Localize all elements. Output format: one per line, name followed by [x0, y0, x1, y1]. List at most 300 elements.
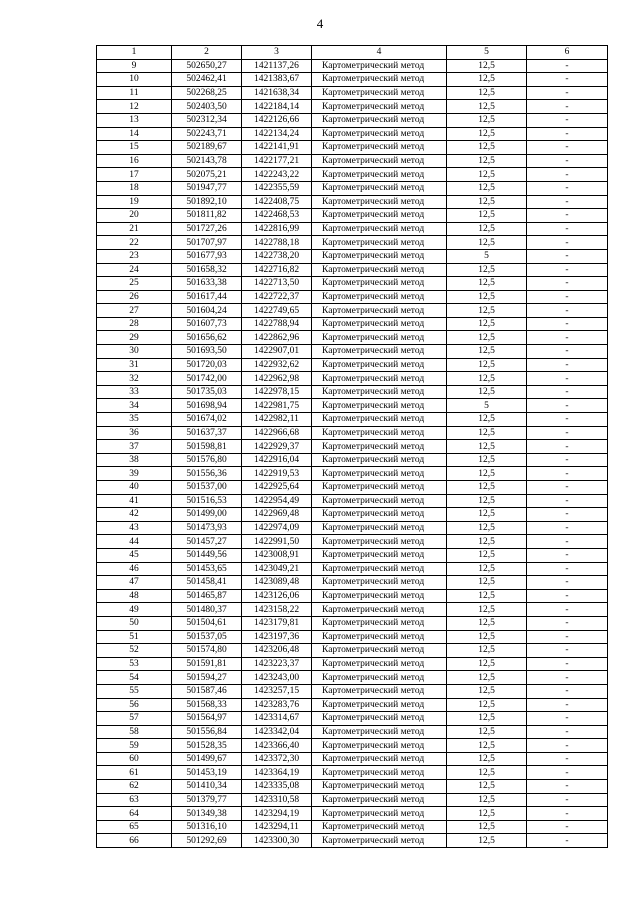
- method-cell: Картометрический метод: [312, 739, 447, 753]
- method-cell: Картометрический метод: [312, 277, 447, 291]
- point-number-cell: 24: [97, 263, 172, 277]
- accuracy-cell: 12,5: [447, 168, 527, 182]
- table-row: [97, 181, 608, 195]
- x-coordinate-cell: 501453,65: [172, 562, 242, 576]
- note-cell: -: [527, 73, 608, 87]
- accuracy-cell: 12,5: [447, 521, 527, 535]
- point-number-cell: 10: [97, 73, 172, 87]
- note-cell: -: [527, 820, 608, 834]
- x-coordinate-cell: 501458,41: [172, 576, 242, 590]
- accuracy-cell: 12,5: [447, 100, 527, 114]
- table-row: [97, 440, 608, 454]
- method-cell: Картометрический метод: [312, 86, 447, 100]
- point-number-cell: 49: [97, 603, 172, 617]
- y-coordinate-cell: 1422738,20: [242, 249, 312, 263]
- y-coordinate-cell: 1423223,37: [242, 657, 312, 671]
- point-number-cell: 57: [97, 712, 172, 726]
- point-number-cell: 60: [97, 752, 172, 766]
- method-cell: Картометрический метод: [312, 317, 447, 331]
- x-coordinate-cell: 501556,84: [172, 725, 242, 739]
- x-coordinate-cell: 501947,77: [172, 181, 242, 195]
- table-row: [97, 684, 608, 698]
- accuracy-cell: 12,5: [447, 73, 527, 87]
- method-cell: Картометрический метод: [312, 113, 447, 127]
- accuracy-cell: 12,5: [447, 127, 527, 141]
- y-coordinate-cell: 1422408,75: [242, 195, 312, 209]
- table-row: [97, 358, 608, 372]
- note-cell: -: [527, 603, 608, 617]
- method-cell: Картометрический метод: [312, 127, 447, 141]
- y-coordinate-cell: 1422932,62: [242, 358, 312, 372]
- y-coordinate-cell: 1422788,94: [242, 317, 312, 331]
- note-cell: -: [527, 317, 608, 331]
- y-coordinate-cell: 1422716,82: [242, 263, 312, 277]
- x-coordinate-cell: 501604,24: [172, 304, 242, 318]
- note-cell: -: [527, 481, 608, 495]
- header-cell: 3: [242, 46, 312, 60]
- y-coordinate-cell: 1422929,37: [242, 440, 312, 454]
- method-cell: Картометрический метод: [312, 181, 447, 195]
- table-row: [97, 331, 608, 345]
- accuracy-cell: 12,5: [447, 263, 527, 277]
- accuracy-cell: 12,5: [447, 413, 527, 427]
- method-cell: Картометрический метод: [312, 589, 447, 603]
- table-row: [97, 304, 608, 318]
- y-coordinate-cell: 1423294,11: [242, 820, 312, 834]
- y-coordinate-cell: 1422468,53: [242, 209, 312, 223]
- note-cell: -: [527, 793, 608, 807]
- table-row: [97, 345, 608, 359]
- accuracy-cell: 12,5: [447, 86, 527, 100]
- table-row: [97, 467, 608, 481]
- y-coordinate-cell: 1423089,48: [242, 576, 312, 590]
- point-number-cell: 47: [97, 576, 172, 590]
- x-coordinate-cell: 501473,93: [172, 521, 242, 535]
- table-row: [97, 426, 608, 440]
- accuracy-cell: 12,5: [447, 59, 527, 73]
- y-coordinate-cell: 1422978,15: [242, 385, 312, 399]
- accuracy-cell: 12,5: [447, 154, 527, 168]
- note-cell: -: [527, 630, 608, 644]
- table-row: [97, 834, 608, 848]
- method-cell: Картометрический метод: [312, 630, 447, 644]
- point-number-cell: 25: [97, 277, 172, 291]
- method-cell: Картометрический метод: [312, 535, 447, 549]
- coordinates-table: [96, 45, 608, 848]
- point-number-cell: 53: [97, 657, 172, 671]
- y-coordinate-cell: 1422749,65: [242, 304, 312, 318]
- point-number-cell: 11: [97, 86, 172, 100]
- note-cell: -: [527, 345, 608, 359]
- y-coordinate-cell: 1422816,99: [242, 222, 312, 236]
- table-row: [97, 725, 608, 739]
- x-coordinate-cell: 501693,50: [172, 345, 242, 359]
- table-row: [97, 780, 608, 794]
- point-number-cell: 58: [97, 725, 172, 739]
- point-number-cell: 28: [97, 317, 172, 331]
- accuracy-cell: 12,5: [447, 752, 527, 766]
- method-cell: Картометрический метод: [312, 195, 447, 209]
- point-number-cell: 26: [97, 290, 172, 304]
- point-number-cell: 34: [97, 399, 172, 413]
- accuracy-cell: 12,5: [447, 671, 527, 685]
- table-row: [97, 317, 608, 331]
- note-cell: -: [527, 59, 608, 73]
- y-coordinate-cell: 1422134,24: [242, 127, 312, 141]
- table-row: [97, 589, 608, 603]
- point-number-cell: 62: [97, 780, 172, 794]
- point-number-cell: 44: [97, 535, 172, 549]
- table-row: [97, 127, 608, 141]
- accuracy-cell: 12,5: [447, 181, 527, 195]
- note-cell: -: [527, 195, 608, 209]
- note-cell: -: [527, 209, 608, 223]
- method-cell: Картометрический метод: [312, 807, 447, 821]
- accuracy-cell: 12,5: [447, 535, 527, 549]
- method-cell: Картометрический метод: [312, 222, 447, 236]
- point-number-cell: 18: [97, 181, 172, 195]
- y-coordinate-cell: 1423206,48: [242, 644, 312, 658]
- y-coordinate-cell: 1422788,18: [242, 236, 312, 250]
- note-cell: -: [527, 277, 608, 291]
- x-coordinate-cell: 501633,38: [172, 277, 242, 291]
- accuracy-cell: 12,5: [447, 725, 527, 739]
- x-coordinate-cell: 501316,10: [172, 820, 242, 834]
- note-cell: -: [527, 263, 608, 277]
- accuracy-cell: 12,5: [447, 589, 527, 603]
- y-coordinate-cell: 1422177,21: [242, 154, 312, 168]
- y-coordinate-cell: 1423126,06: [242, 589, 312, 603]
- note-cell: -: [527, 440, 608, 454]
- accuracy-cell: 12,5: [447, 358, 527, 372]
- note-cell: -: [527, 548, 608, 562]
- x-coordinate-cell: 502462,41: [172, 73, 242, 87]
- y-coordinate-cell: 1423372,30: [242, 752, 312, 766]
- y-coordinate-cell: 1422355,59: [242, 181, 312, 195]
- y-coordinate-cell: 1423283,76: [242, 698, 312, 712]
- x-coordinate-cell: 501637,37: [172, 426, 242, 440]
- accuracy-cell: 12,5: [447, 739, 527, 753]
- point-number-cell: 14: [97, 127, 172, 141]
- table-row: [97, 630, 608, 644]
- note-cell: -: [527, 127, 608, 141]
- table-row: [97, 793, 608, 807]
- accuracy-cell: 12,5: [447, 426, 527, 440]
- point-number-cell: 19: [97, 195, 172, 209]
- method-cell: Картометрический метод: [312, 59, 447, 73]
- y-coordinate-cell: 1423179,81: [242, 616, 312, 630]
- x-coordinate-cell: 501591,81: [172, 657, 242, 671]
- point-number-cell: 12: [97, 100, 172, 114]
- table-row: [97, 616, 608, 630]
- note-cell: -: [527, 331, 608, 345]
- table-row: [97, 698, 608, 712]
- table-row: [97, 385, 608, 399]
- method-cell: Картометрический метод: [312, 372, 447, 386]
- y-coordinate-cell: 1423342,04: [242, 725, 312, 739]
- note-cell: -: [527, 834, 608, 848]
- point-number-cell: 41: [97, 494, 172, 508]
- note-cell: -: [527, 616, 608, 630]
- point-number-cell: 52: [97, 644, 172, 658]
- point-number-cell: 66: [97, 834, 172, 848]
- y-coordinate-cell: 1422954,49: [242, 494, 312, 508]
- accuracy-cell: 12,5: [447, 195, 527, 209]
- method-cell: Картометрический метод: [312, 236, 447, 250]
- x-coordinate-cell: 501379,77: [172, 793, 242, 807]
- table-row: [97, 113, 608, 127]
- y-coordinate-cell: 1423366,40: [242, 739, 312, 753]
- point-number-cell: 54: [97, 671, 172, 685]
- method-cell: Картометрический метод: [312, 154, 447, 168]
- y-coordinate-cell: 1422981,75: [242, 399, 312, 413]
- note-cell: -: [527, 671, 608, 685]
- header-cell: 5: [447, 46, 527, 60]
- x-coordinate-cell: 502403,50: [172, 100, 242, 114]
- table-row: [97, 521, 608, 535]
- point-number-cell: 39: [97, 467, 172, 481]
- note-cell: -: [527, 766, 608, 780]
- method-cell: Картометрический метод: [312, 576, 447, 590]
- table-row: [97, 820, 608, 834]
- method-cell: Картометрический метод: [312, 766, 447, 780]
- method-cell: Картометрический метод: [312, 725, 447, 739]
- y-coordinate-cell: 1422916,04: [242, 453, 312, 467]
- method-cell: Картометрический метод: [312, 209, 447, 223]
- table-row: [97, 399, 608, 413]
- header-row: [97, 46, 608, 60]
- method-cell: Картометрический метод: [312, 494, 447, 508]
- method-cell: Картометрический метод: [312, 440, 447, 454]
- point-number-cell: 13: [97, 113, 172, 127]
- table-row: [97, 86, 608, 100]
- y-coordinate-cell: 1422974,09: [242, 521, 312, 535]
- accuracy-cell: 12,5: [447, 684, 527, 698]
- note-cell: -: [527, 521, 608, 535]
- x-coordinate-cell: 501742,00: [172, 372, 242, 386]
- table-row: [97, 739, 608, 753]
- method-cell: Картометрический метод: [312, 508, 447, 522]
- method-cell: Картометрический метод: [312, 168, 447, 182]
- accuracy-cell: 12,5: [447, 277, 527, 291]
- method-cell: Картометрический метод: [312, 385, 447, 399]
- method-cell: Картометрический метод: [312, 671, 447, 685]
- note-cell: -: [527, 725, 608, 739]
- note-cell: -: [527, 249, 608, 263]
- method-cell: Картометрический метод: [312, 73, 447, 87]
- y-coordinate-cell: 1422907,01: [242, 345, 312, 359]
- y-coordinate-cell: 1422919,53: [242, 467, 312, 481]
- table-row: [97, 671, 608, 685]
- note-cell: -: [527, 453, 608, 467]
- y-coordinate-cell: 1423335,08: [242, 780, 312, 794]
- point-number-cell: 38: [97, 453, 172, 467]
- y-coordinate-cell: 1423314,67: [242, 712, 312, 726]
- y-coordinate-cell: 1421638,34: [242, 86, 312, 100]
- accuracy-cell: 12,5: [447, 820, 527, 834]
- table-row: [97, 100, 608, 114]
- table-row: [97, 644, 608, 658]
- accuracy-cell: 12,5: [447, 616, 527, 630]
- table-row: [97, 413, 608, 427]
- x-coordinate-cell: 501465,87: [172, 589, 242, 603]
- method-cell: Картометрический метод: [312, 712, 447, 726]
- accuracy-cell: 12,5: [447, 317, 527, 331]
- method-cell: Картометрический метод: [312, 331, 447, 345]
- x-coordinate-cell: 501735,03: [172, 385, 242, 399]
- accuracy-cell: 12,5: [447, 562, 527, 576]
- method-cell: Картометрический метод: [312, 249, 447, 263]
- header-cell: 6: [527, 46, 608, 60]
- method-cell: Картометрический метод: [312, 481, 447, 495]
- point-number-cell: 16: [97, 154, 172, 168]
- point-number-cell: 42: [97, 508, 172, 522]
- method-cell: Картометрический метод: [312, 820, 447, 834]
- note-cell: -: [527, 467, 608, 481]
- y-coordinate-cell: 1421383,67: [242, 73, 312, 87]
- note-cell: -: [527, 222, 608, 236]
- method-cell: Картометрический метод: [312, 793, 447, 807]
- x-coordinate-cell: 501811,82: [172, 209, 242, 223]
- y-coordinate-cell: 1423364,19: [242, 766, 312, 780]
- x-coordinate-cell: 501453,19: [172, 766, 242, 780]
- x-coordinate-cell: 501449,56: [172, 548, 242, 562]
- accuracy-cell: 12,5: [447, 209, 527, 223]
- y-coordinate-cell: 1422243,22: [242, 168, 312, 182]
- header-cell: 2: [172, 46, 242, 60]
- point-number-cell: 23: [97, 249, 172, 263]
- accuracy-cell: 5: [447, 399, 527, 413]
- point-number-cell: 48: [97, 589, 172, 603]
- point-number-cell: 37: [97, 440, 172, 454]
- y-coordinate-cell: 1422141,91: [242, 141, 312, 155]
- method-cell: Картометрический метод: [312, 358, 447, 372]
- method-cell: Картометрический метод: [312, 603, 447, 617]
- note-cell: -: [527, 684, 608, 698]
- accuracy-cell: 12,5: [447, 644, 527, 658]
- method-cell: Картометрический метод: [312, 304, 447, 318]
- note-cell: -: [527, 154, 608, 168]
- x-coordinate-cell: 501892,10: [172, 195, 242, 209]
- x-coordinate-cell: 501727,26: [172, 222, 242, 236]
- method-cell: Картометрический метод: [312, 290, 447, 304]
- table-row: [97, 277, 608, 291]
- x-coordinate-cell: 501594,27: [172, 671, 242, 685]
- point-number-cell: 56: [97, 698, 172, 712]
- page-number: 4: [316, 16, 324, 31]
- y-coordinate-cell: 1422966,68: [242, 426, 312, 440]
- point-number-cell: 61: [97, 766, 172, 780]
- point-number-cell: 45: [97, 548, 172, 562]
- accuracy-cell: 12,5: [447, 385, 527, 399]
- table-row: [97, 290, 608, 304]
- table-row: [97, 508, 608, 522]
- method-cell: Картометрический метод: [312, 562, 447, 576]
- y-coordinate-cell: 1423197,36: [242, 630, 312, 644]
- header-cell: 4: [312, 46, 447, 60]
- x-coordinate-cell: 501677,93: [172, 249, 242, 263]
- method-cell: Картометрический метод: [312, 521, 447, 535]
- y-coordinate-cell: 1422862,96: [242, 331, 312, 345]
- y-coordinate-cell: 1423243,00: [242, 671, 312, 685]
- accuracy-cell: 12,5: [447, 440, 527, 454]
- table-row: [97, 372, 608, 386]
- note-cell: -: [527, 86, 608, 100]
- y-coordinate-cell: 1423049,21: [242, 562, 312, 576]
- method-cell: Картометрический метод: [312, 684, 447, 698]
- table-row: [97, 481, 608, 495]
- accuracy-cell: 12,5: [447, 304, 527, 318]
- note-cell: -: [527, 589, 608, 603]
- accuracy-cell: 12,5: [447, 603, 527, 617]
- point-number-cell: 15: [97, 141, 172, 155]
- method-cell: Картометрический метод: [312, 345, 447, 359]
- point-number-cell: 50: [97, 616, 172, 630]
- note-cell: -: [527, 358, 608, 372]
- table-row: [97, 222, 608, 236]
- accuracy-cell: 12,5: [447, 467, 527, 481]
- y-coordinate-cell: 1422969,48: [242, 508, 312, 522]
- x-coordinate-cell: 501457,27: [172, 535, 242, 549]
- table-row: [97, 263, 608, 277]
- table-row: [97, 603, 608, 617]
- point-number-cell: 43: [97, 521, 172, 535]
- accuracy-cell: 12,5: [447, 372, 527, 386]
- note-cell: -: [527, 113, 608, 127]
- x-coordinate-cell: 501707,97: [172, 236, 242, 250]
- point-number-cell: 29: [97, 331, 172, 345]
- table-row: [97, 209, 608, 223]
- point-number-cell: 65: [97, 820, 172, 834]
- x-coordinate-cell: 501480,37: [172, 603, 242, 617]
- point-number-cell: 64: [97, 807, 172, 821]
- x-coordinate-cell: 502189,67: [172, 141, 242, 155]
- accuracy-cell: 12,5: [447, 834, 527, 848]
- table-row: [97, 576, 608, 590]
- method-cell: Картометрический метод: [312, 426, 447, 440]
- y-coordinate-cell: 1422925,64: [242, 481, 312, 495]
- x-coordinate-cell: 501528,35: [172, 739, 242, 753]
- table-row: [97, 548, 608, 562]
- y-coordinate-cell: 1423008,91: [242, 548, 312, 562]
- method-cell: Картометрический метод: [312, 548, 447, 562]
- point-number-cell: 31: [97, 358, 172, 372]
- x-coordinate-cell: 501537,05: [172, 630, 242, 644]
- x-coordinate-cell: 501658,32: [172, 263, 242, 277]
- x-coordinate-cell: 501598,81: [172, 440, 242, 454]
- accuracy-cell: 12,5: [447, 141, 527, 155]
- point-number-cell: 40: [97, 481, 172, 495]
- note-cell: -: [527, 576, 608, 590]
- x-coordinate-cell: 501349,38: [172, 807, 242, 821]
- x-coordinate-cell: 501568,33: [172, 698, 242, 712]
- x-coordinate-cell: 501617,44: [172, 290, 242, 304]
- x-coordinate-cell: 501410,34: [172, 780, 242, 794]
- point-number-cell: 22: [97, 236, 172, 250]
- x-coordinate-cell: 501292,69: [172, 834, 242, 848]
- table-row: [97, 195, 608, 209]
- table-row: [97, 535, 608, 549]
- note-cell: -: [527, 508, 608, 522]
- note-cell: -: [527, 372, 608, 386]
- y-coordinate-cell: 1422962,98: [242, 372, 312, 386]
- method-cell: Картометрический метод: [312, 399, 447, 413]
- accuracy-cell: 12,5: [447, 222, 527, 236]
- note-cell: -: [527, 141, 608, 155]
- method-cell: Картометрический метод: [312, 100, 447, 114]
- accuracy-cell: 12,5: [447, 712, 527, 726]
- point-number-cell: 17: [97, 168, 172, 182]
